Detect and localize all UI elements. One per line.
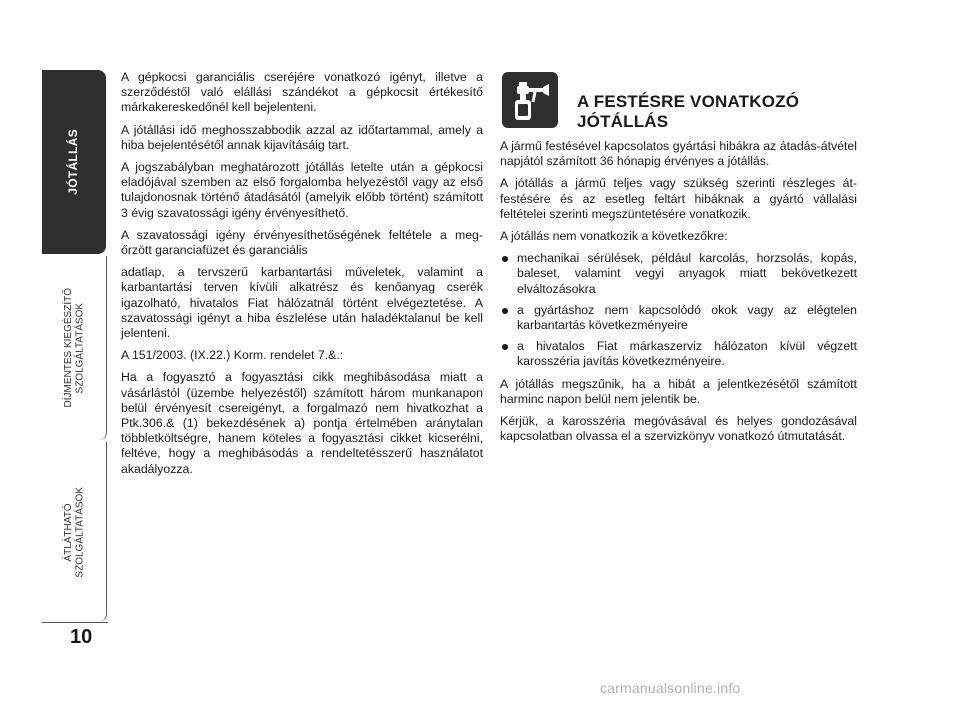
tab-dijmentes-szolgaltatasok[interactable] — [42, 256, 107, 440]
bullet-list — [500, 251, 857, 369]
list-item-text: a hivatalos Fiat márkaszerviz hálózaton kívül végzett karosszéria javítás következményeire. — [517, 339, 857, 369]
paragraph: A szavatossági igény érvényesíthetőségének feltétele a meg-őrzött garanciafüzet és garanciális — [121, 227, 483, 258]
bullet-icon — [502, 344, 508, 350]
watermark: carmanualsonline.info — [600, 680, 741, 696]
paragraph: adatlap, a tervszerű karbantartási műveletek, valamint a karbantartási terven kívüli alkatrész és kenőanyag cserék igazolható, hivatalos Fiat hálózatnál történt elvégeztetése. A szavatossági igényt a hiba észlelése után haladéktalanul be kell jelenteni. — [121, 265, 483, 341]
section-title: A FESTÉSRE VONATKOZÓ JÓTÁLLÁS — [577, 92, 800, 131]
left-column — [121, 70, 483, 484]
paragraph: A jármű festésével kapcsolatos gyártási hibákra az átadás-átvétel napjától számított 36 hónapig érvényes a jótállás. — [500, 139, 857, 169]
tab-jotallas[interactable] — [42, 70, 106, 254]
list-item — [500, 339, 857, 369]
tab-label: DÍJMENTES KIEGÉSZÍTŐ SZOLGÁLTATÁSOK — [62, 288, 85, 408]
paragraph: A 151/2003. (IX.22.) Korm. rendelet 7.&.: — [121, 348, 344, 363]
list-item-text: mechanikai sérülések, például karcolás, horzsolás, kopás, baleset, valamint vegyi anyagok miatt bekövetkezett elváltozásokra — [517, 251, 857, 296]
paragraph: Kérjük, a karosszéria megóvásával és helyes gondozásával kapcsolatban olvassa el a szervizkönyv vonatkozó útmutatását. — [500, 414, 857, 444]
paragraph: A jótállás a jármű teljes vagy szükség szerinti részleges át-festésére és az esetleg feltárt hibáknak a gyártó vállalási feltételei szerinti megszüntetésére vonatkozik. — [500, 176, 857, 221]
list-item — [500, 303, 857, 333]
paragraph: A jótállás nem vonatkozik a következőkre: — [500, 229, 728, 244]
page-number: 10 — [70, 626, 93, 648]
tab-atlathato-szolgaltatasok[interactable] — [42, 442, 107, 622]
list-item-text: a gyártáshoz nem kapcsolódó okok vagy az elégtelen karbantartás következményeire — [517, 302, 857, 333]
list-item — [500, 251, 857, 297]
right-column — [500, 139, 857, 451]
chapter-tabs — [42, 70, 106, 622]
tab-label: ÁTLÁTHATÓ SZOLGÁLTATÁSOK — [62, 486, 85, 578]
paragraph: A jótállás megszűnik, ha a hibát a jelentkezésétől számított harminc napon belül nem jelentik be. — [500, 376, 857, 406]
paragraph: A jogszabályban meghatározott jótállás letelte után a gépkocsi eladójával szemben az első forgalomba helyezéstől vagy az első tulajdonosnak történő átadásától (amelyik előbb történt) számított 3 évig szavatossági igény érvényesíthető. — [121, 160, 483, 220]
paragraph: A gépkocsi garanciális cseréjére vonatkozó igényt, illetve a szerződéstől való elállási szándékot a gépkocsit értékesítő márkakereskedőnél kell bejelenteni. — [121, 70, 483, 115]
divider — [42, 622, 108, 623]
paragraph: A jótállási idő meghosszabbodik azzal az időtartammal, amely a hiba bejelentésétől annak kijavításáig tart. — [121, 122, 483, 152]
bullet-icon — [502, 308, 508, 314]
bullet-icon — [502, 256, 508, 262]
tab-label: JÓTÁLLÁS — [66, 129, 81, 195]
paragraph: Ha a fogyasztó a fogyasztási cikk meghibásodása miatt a vásárlástól (üzembe helyezéstől) számított három munkanapon belül érvényesít csereigényt, a forgalmazó nem hivatkozhat a Ptk.306.& (1) bekezdésének a) pontja értelmében aránytalan többletköltségre, hanem köteles a fogyasztási cikket kicserélni, feltéve, hogy a meghibásodás a rendeltetésszerű használatot akadályozza. — [121, 370, 483, 476]
spray-gun-icon — [502, 72, 558, 128]
